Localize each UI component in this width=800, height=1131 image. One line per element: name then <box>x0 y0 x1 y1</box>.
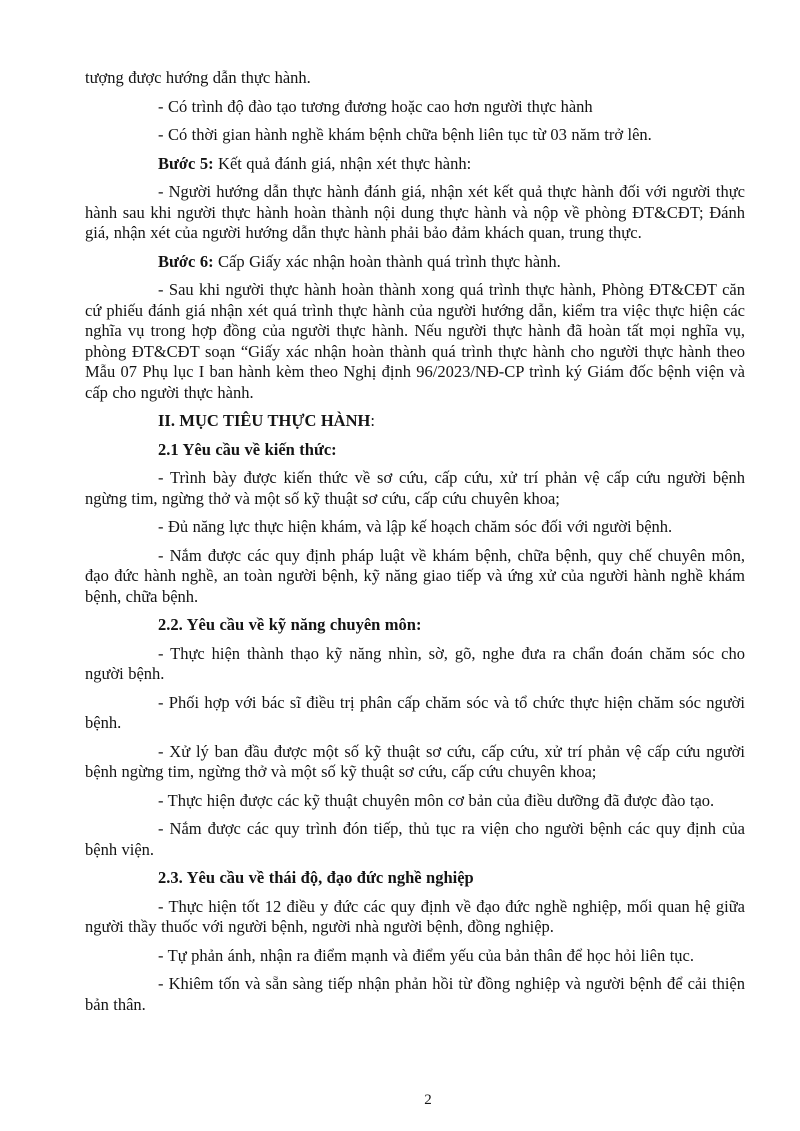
bold-text-run: 2.1 Yêu cầu về kiến thức: <box>158 439 337 459</box>
text-run: - Sau khi người thực hành hoàn thành xong quá trình thực hành, Phòng ĐT&CĐT căn cứ phiếu đánh giá nhận xét quá trình thực hành của người hướng dẫn, kiểm tra việc thực hiện các nghĩa vụ trong hợp đồng của người thực hành. Nếu người thực hành đã hoàn tất mọi nghĩa vụ, phòng ĐT&CĐT soạn “Giấy xác nhận hoàn thành quá trình thực hành cho người thực hành theo Mẫu 07 Phụ lục I ban hành kèm theo Nghị định 96/2023/NĐ-CP trình ký Giám đốc bệnh viện và cấp cho người thực hành. <box>85 280 745 402</box>
paragraph <box>85 97 745 118</box>
bold-text-run: II. MỤC TIÊU THỰC HÀNH <box>158 411 371 430</box>
text-run: - Xử lý ban đầu được một số kỹ thuật sơ cứu, cấp cứu, xử trí phản vệ cấp cứu người bệnh ngừng tim, ngừng thở và một số kỹ thuật sơ cứu, cấp cứu chuyên khoa; <box>85 741 745 781</box>
section-heading <box>85 868 745 889</box>
text-run: - Tự phản ánh, nhận ra điểm mạnh và điểm yếu của bản thân để học hỏi liên tục. <box>158 945 694 965</box>
text-run: - Có trình độ đào tạo tương đương hoặc cao hơn người thực hành <box>158 96 593 116</box>
page-number: 2 <box>424 1092 432 1108</box>
text-run: - Có thời gian hành nghề khám bệnh chữa bệnh liên tục từ 03 năm trở lên. <box>158 125 652 144</box>
paragraph <box>85 897 745 938</box>
text-run: - Phối hợp với bác sĩ điều trị phân cấp chăm sóc và tổ chức thực hiện chăm sóc người bệnh. <box>85 692 745 732</box>
paragraph <box>85 644 745 685</box>
bold-text-run: 2.2. Yêu cầu về kỹ năng chuyên môn: <box>158 615 422 634</box>
text-run: - Thực hiện thành thạo kỹ năng nhìn, sờ, gõ, nghe đưa ra chẩn đoán chăm sóc cho người bệnh. <box>85 643 745 683</box>
text-run: - Đủ năng lực thực hiện khám, và lập kế hoạch chăm sóc đối với người bệnh. <box>158 517 673 536</box>
document-body <box>85 68 745 1023</box>
text-run: Cấp Giấy xác nhận hoàn thành quá trình thực hành. <box>213 251 561 271</box>
text-run: - Trình bày được kiến thức về sơ cứu, cấp cứu, xử trí phản vệ cấp cứu người bệnh ngừng tim, ngừng thở và một số kỹ thuật sơ cứu, cấp cứu chuyên khoa; <box>85 468 745 508</box>
paragraph <box>85 742 745 783</box>
paragraph <box>85 154 745 175</box>
paragraph <box>85 946 745 967</box>
paragraph <box>85 182 745 244</box>
text-run: - Nắm được các quy định pháp luật về khám bệnh, chữa bệnh, quy chế chuyên môn, đạo đức hành nghề, an toàn người bệnh, kỹ năng giao tiếp và ứng xử của người hành nghề khám bệnh, chữa bệnh. <box>85 545 745 606</box>
paragraph <box>85 791 745 812</box>
paragraph <box>85 693 745 734</box>
paragraph <box>85 517 745 538</box>
paragraph <box>85 68 745 89</box>
paragraph <box>85 125 745 146</box>
paragraph <box>85 974 745 1015</box>
text-run: tượng được hướng dẫn thực hành. <box>85 68 311 87</box>
text-run: - Khiêm tốn và sẵn sàng tiếp nhận phản hồi từ đồng nghiệp và người bệnh để cải thiện bản thân. <box>85 974 745 1014</box>
text-run: - Thực hiện được các kỹ thuật chuyên môn cơ bản của điều dưỡng đã được đào tạo. <box>158 790 715 810</box>
paragraph <box>85 819 745 860</box>
text-run: - Nắm được các quy trình đón tiếp, thủ tục ra viện cho người bệnh các quy định của bệnh viện. <box>85 819 745 859</box>
paragraph <box>85 252 745 273</box>
section-heading <box>85 440 745 461</box>
bold-text-run: 2.3. Yêu cầu về thái độ, đạo đức nghề nghiệp <box>158 868 474 887</box>
bold-text-run: Bước 5: <box>158 153 214 173</box>
paragraph <box>85 280 745 403</box>
section-heading <box>85 411 745 432</box>
section-heading <box>85 615 745 636</box>
text-run: - Thực hiện tốt 12 điều y đức các quy định về đạo đức nghề nghiệp, mối quan hệ giữa người thầy thuốc với người bệnh, người nhà người bệnh, đồng nghiệp. <box>85 896 745 936</box>
text-run: - Người hướng dẫn thực hành đánh giá, nhận xét kết quả thực hành đối với người thực hành sau khi người thực hành hoàn thành nội dung thực hành và nộp về phòng ĐT&CĐT; Đánh giá, nhận xét của người hướng dẫn thực hành phải bảo đảm khách quan, trung thực. <box>85 182 745 242</box>
bold-text-run: Bước 6: <box>158 251 214 271</box>
paragraph <box>85 468 745 509</box>
text-run: : <box>370 411 375 430</box>
paragraph <box>85 546 745 608</box>
text-run: Kết quả đánh giá, nhận xét thực hành: <box>213 153 472 173</box>
